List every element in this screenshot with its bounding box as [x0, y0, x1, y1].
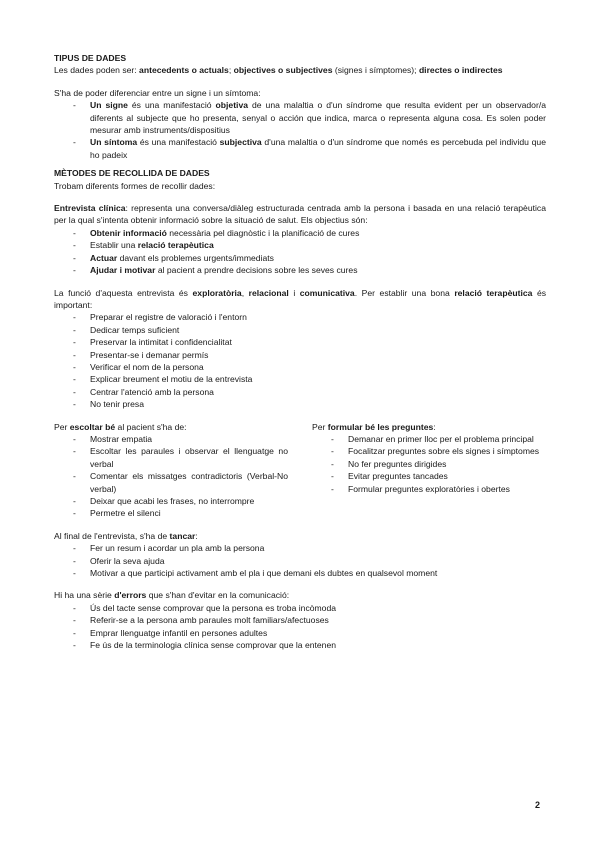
bold-text: Obtenir informació — [90, 227, 167, 238]
list-item: - No fer preguntes dirigides — [348, 458, 546, 470]
important-list — [54, 311, 546, 410]
bold-text: d'errors — [114, 590, 147, 601]
list-item: - Permetre el silenci — [90, 507, 288, 519]
bold-text: subjectiva — [219, 137, 262, 148]
text: La funció d'aquesta entrevista és — [54, 287, 193, 298]
list-item: - Evitar preguntes tancades — [348, 470, 546, 482]
list-item: - Motivar a que participi activament amb el pla i que demani els dubtes en qualsevol moment — [90, 567, 546, 579]
text: : — [433, 421, 436, 432]
list-item: - No tenir presa — [90, 398, 546, 410]
escoltar-column — [54, 421, 288, 520]
text: Establir una — [90, 240, 138, 251]
list-item: - Deixar que acabi les frases, no interrompre — [90, 495, 288, 507]
text: Les dades poden ser: — [54, 65, 140, 76]
text: és una manifestació — [137, 137, 220, 148]
list-item: - Explicar breument el motiu de la entrevista — [90, 373, 546, 385]
text: que s'han d'evitar en la comunicació: — [146, 590, 290, 601]
bold-text: directes o indirectes — [418, 65, 503, 76]
escoltar-list — [54, 433, 288, 520]
tipus-intro — [54, 64, 546, 76]
section-title-tipus: TIPUS DE DADES — [54, 53, 127, 63]
bold-text: objetiva — [215, 100, 249, 111]
bold-text: tancar — [169, 530, 196, 541]
text: és una manifestació — [127, 100, 216, 111]
bold-text: Un signe — [90, 100, 128, 111]
list-item — [90, 252, 546, 264]
bold-text: antecedents o actuals — [139, 65, 229, 76]
text: davant els problemes urgents/immediats — [117, 252, 274, 263]
bold-text: Ajudar i motivar — [90, 265, 156, 276]
text: Al final de l'entrevista, s'ha de — [54, 530, 170, 541]
text: Per — [54, 421, 70, 432]
text: i — [288, 287, 300, 298]
list-item — [90, 227, 546, 239]
metodes-intro: Trobam diferents formes de recollir dades: — [54, 180, 216, 191]
document-page — [54, 52, 546, 651]
entrevista-paragraph — [54, 202, 546, 227]
text: (signes i símptomes); — [332, 65, 419, 76]
list-item: - Verificar el nom de la persona — [90, 361, 546, 373]
text: Hi ha una sèrie — [54, 590, 115, 601]
list-item — [90, 99, 546, 136]
escoltar-heading — [54, 421, 288, 433]
errors-heading — [54, 589, 546, 601]
text: , — [241, 287, 249, 298]
text: : representa una conversa/diàleg estructurada centrada amb la persona i basada en una relació terapèutica per la qual s'intenta obtenir informació sobre la situació de salut. Els objectius són: — [54, 203, 546, 226]
bold-text: formular bé les preguntes — [327, 421, 434, 432]
bold-text: relació terapèutica — [137, 240, 214, 251]
text: al pacient s'ha de: — [115, 421, 187, 432]
tancar-list — [54, 542, 546, 579]
list-item: - Emprar llenguatge infantil en persones adultes — [90, 627, 546, 639]
text: : — [195, 530, 198, 541]
text: . Per establir una bona — [354, 287, 455, 298]
bold-text: Actuar — [90, 252, 118, 263]
formular-column — [312, 421, 546, 520]
list-item: - Dedicar temps suficient — [90, 324, 546, 336]
list-item: - Fe ús de la terminologia clínica sense comprovar que la entenen — [90, 639, 546, 651]
objectius-list — [54, 227, 546, 277]
bold-text: relacional — [248, 287, 289, 298]
bold-text: comunicativa — [299, 287, 355, 298]
formular-heading — [312, 421, 546, 433]
text: ; — [228, 65, 234, 76]
list-item — [90, 239, 546, 251]
signe-list — [54, 99, 546, 161]
list-item: - Comentar els missatges contradictoris (Verbal-No verbal) — [90, 470, 288, 495]
two-column-section — [54, 421, 546, 520]
list-item: - Referir-se a la persona amb paraules molt familiars/afectuoses — [90, 614, 546, 626]
bold-text: exploratòria — [192, 287, 242, 298]
signe-symptom-intro: S'ha de poder diferenciar entre un signe i un símtoma: — [54, 87, 261, 98]
errors-list — [54, 602, 546, 652]
bold-text: objectives o subjectives — [233, 65, 333, 76]
list-item: - Presentar-se i demanar permís — [90, 349, 546, 361]
list-item: - Escoltar les paraules i observar el llenguatge no verbal — [90, 445, 288, 470]
list-item: - Mostrar empatia — [90, 433, 288, 445]
list-item: - Fer un resum i acordar un pla amb la persona — [90, 542, 546, 554]
formular-list — [312, 433, 546, 495]
bold-text: Entrevista clínica — [54, 203, 126, 214]
list-item: - Preservar la intimitat i confidencialitat — [90, 336, 546, 348]
list-item: - Focalitzar preguntes sobre els signes i símptomes — [348, 445, 546, 457]
list-item: - Centrar l'atenció amb la persona — [90, 386, 546, 398]
bold-text: Un síntoma — [90, 137, 138, 148]
page-number: 2 — [535, 800, 541, 810]
list-item — [90, 264, 546, 276]
list-item: - Formular preguntes exploratòries i obertes — [348, 483, 546, 495]
section-title-metodes: MÈTODES DE RECOLLIDA DE DADES — [54, 168, 210, 179]
list-item — [90, 136, 546, 161]
funcio-paragraph — [54, 287, 546, 312]
list-item: - Ús del tacte sense comprovar que la persona es troba incòmoda — [90, 602, 546, 614]
list-item: - Preparar el registre de valoració i l'entorn — [90, 311, 546, 323]
text: Per — [312, 421, 328, 432]
tancar-heading — [54, 530, 546, 542]
text: al pacient a prendre decisions sobre les seves cures — [155, 265, 358, 276]
bold-text: escoltar bé — [69, 421, 116, 432]
text: de una malaltia o d'un síndrome que resulta evident per un observador/a diferents al subjecte que ho presenta, senyal o acción que indica, marca o representa alguna cosa. Es solen poder mesurar amb instruments/dispositius — [90, 100, 546, 136]
text: d'una malaltia o d'un síndrome que només es percebuda pel individu que ho padeix — [90, 137, 546, 160]
text: és important: — [54, 287, 547, 310]
bold-text: relació terapèutica — [454, 287, 533, 298]
text: necessària pel diagnòstic i la planificació de cures — [166, 227, 360, 238]
list-item: - Oferir la seva ajuda — [90, 555, 546, 567]
list-item: - Demanar en primer lloc per el problema principal — [348, 433, 546, 445]
